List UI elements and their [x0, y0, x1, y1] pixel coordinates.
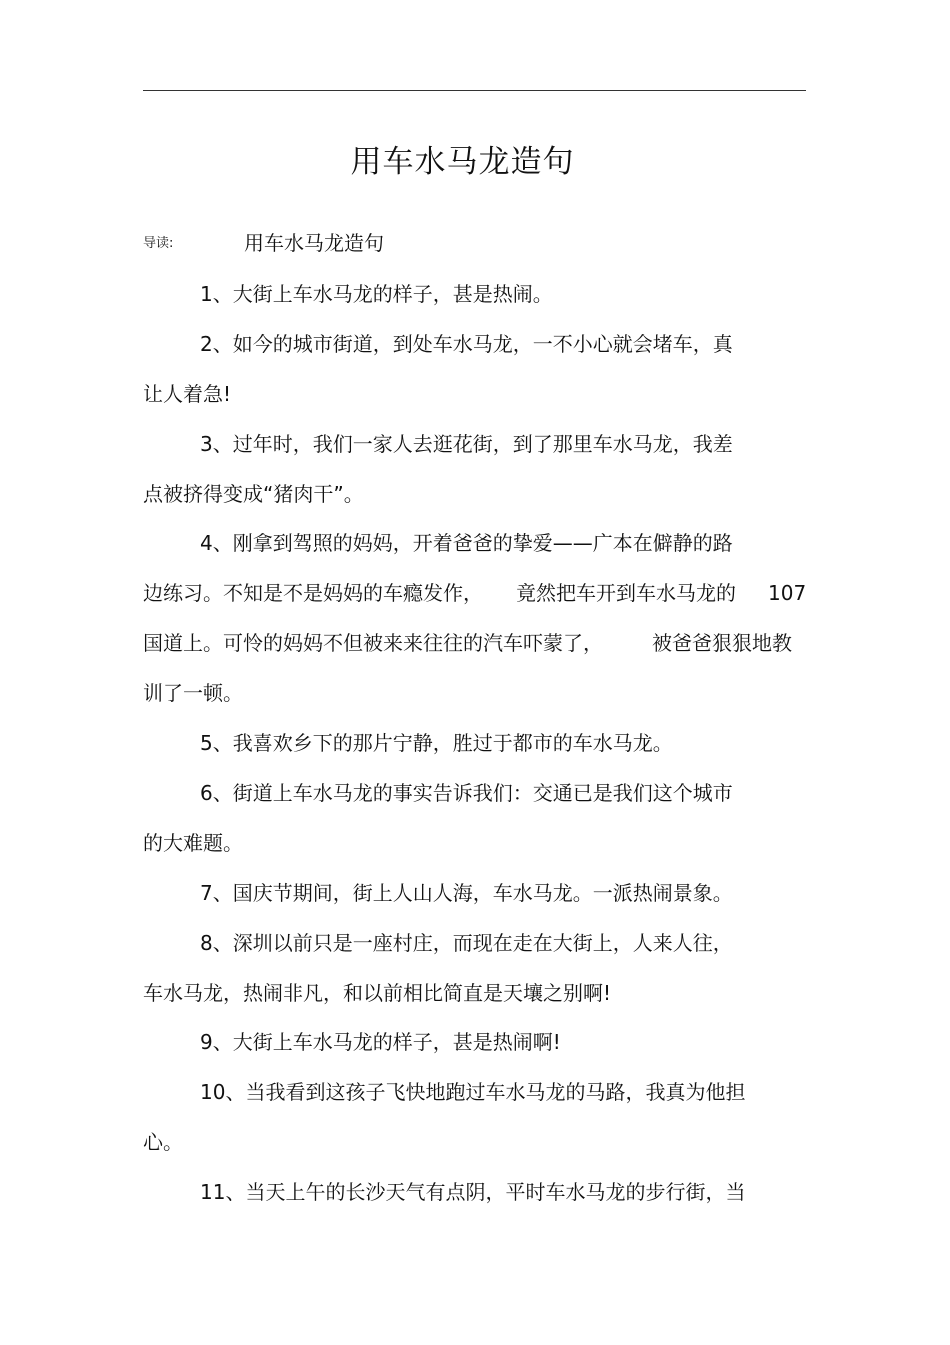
sentence-8-cont: 车水马龙，热闹非凡，和以前相比简直是天壤之别啊! [143, 981, 612, 1005]
sentence-9: 9、大街上车水马龙的样子，甚是热闹啊! [200, 1030, 561, 1054]
intro-text: 用车水马龙造句 [244, 231, 384, 255]
sentence-4-cont-d: 被爸爸狠狠地教 [652, 631, 792, 655]
sentence-4-cont-c: 国道上。可怜的妈妈不但被来来往往的汽车吓蒙了， [143, 631, 603, 655]
sentence-6-cont: 的大难题。 [143, 831, 243, 855]
sentence-1: 1、大街上车水马龙的样子，甚是热闹。 [200, 282, 553, 306]
sentence-7: 7、国庆节期间，街上人山人海，车水马龙。一派热闹景象。 [200, 881, 733, 905]
sentence-2-cont: 让人着急! [143, 382, 232, 406]
intro-label: 导读: [143, 236, 174, 251]
sentence-8: 8、深圳以前只是一座村庄，而现在走在大街上，人来人往， [200, 931, 733, 955]
sentence-10: 10、当我看到这孩子飞快地跑过车水马龙的马路，我真为他担 [200, 1080, 746, 1104]
header-rule [143, 90, 806, 91]
sentence-4-cont-a: 边练习。不知是不是妈妈的车瘾发作， [143, 581, 483, 605]
page-title: 用车水马龙造句 [350, 144, 575, 180]
sentence-4-number: 107 [768, 581, 807, 605]
sentence-6: 6、街道上车水马龙的事实告诉我们：交通已是我们这个城市 [200, 781, 733, 805]
sentence-10-cont: 心。 [143, 1130, 183, 1154]
sentence-4-cont-e: 训了一顿。 [143, 681, 243, 705]
sentence-4-cont-b: 竟然把车开到车水马龙的 [516, 581, 736, 605]
sentence-2: 2、如今的城市街道，到处车水马龙，一不小心就会堵车，真 [200, 332, 733, 356]
sentence-3: 3、过年时，我们一家人去逛花街，到了那里车水马龙，我差 [200, 432, 733, 456]
sentence-3-cont: 点被挤得变成“猪肉干”。 [143, 482, 364, 506]
sentence-4: 4、刚拿到驾照的妈妈，开着爸爸的挚爱——广本在僻静的路 [200, 531, 733, 555]
sentence-11: 11、当天上午的长沙天气有点阴，平时车水马龙的步行街，当 [200, 1180, 746, 1204]
sentence-5: 5、我喜欢乡下的那片宁静，胜过于都市的车水马龙。 [200, 731, 673, 755]
